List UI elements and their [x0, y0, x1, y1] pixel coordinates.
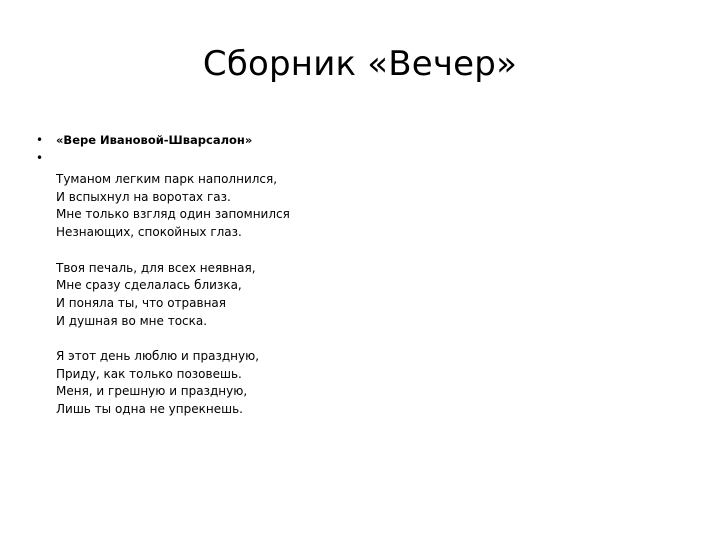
poem-line: И поняла ты, что отравная	[56, 295, 227, 310]
poem	[36, 171, 686, 419]
poem-line: Меня, и грешную и праздную,	[56, 384, 248, 399]
poem-line: Незнающих, спокойных глаз.	[56, 225, 242, 240]
slide-title: Сборник «Вечер»	[202, 44, 518, 84]
bullet-item-poem	[36, 149, 686, 167]
bullet-item-dedication	[36, 131, 686, 149]
poem-line: И вспыхнул на воротах газ.	[56, 189, 231, 204]
bullet-marker: •	[36, 133, 44, 147]
poem-stanza-3	[56, 348, 686, 419]
poem-line: Твоя печаль, для всех неявная,	[56, 260, 256, 275]
slide-content	[36, 131, 686, 419]
poem-line: Мне сразу сделалась близка,	[56, 278, 242, 293]
poem-line: И душная во мне тоска.	[56, 313, 208, 328]
dedication-text: «Вере Ивановой-Шварсалон»	[56, 133, 253, 147]
poem-line: Лишь ты одна не упрекнешь.	[56, 402, 243, 417]
poem-line: Туманом легким парк наполнился,	[56, 172, 278, 186]
poem-stanza-1	[56, 171, 686, 242]
poem-line: Приду, как только позовешь.	[56, 366, 242, 381]
poem-line: Мне только взгляд один запомнился	[56, 207, 290, 222]
poem-stanza-2	[56, 260, 686, 331]
bullet-marker: •	[36, 151, 44, 165]
poem-line: Я этот день люблю и праздную,	[56, 349, 260, 363]
